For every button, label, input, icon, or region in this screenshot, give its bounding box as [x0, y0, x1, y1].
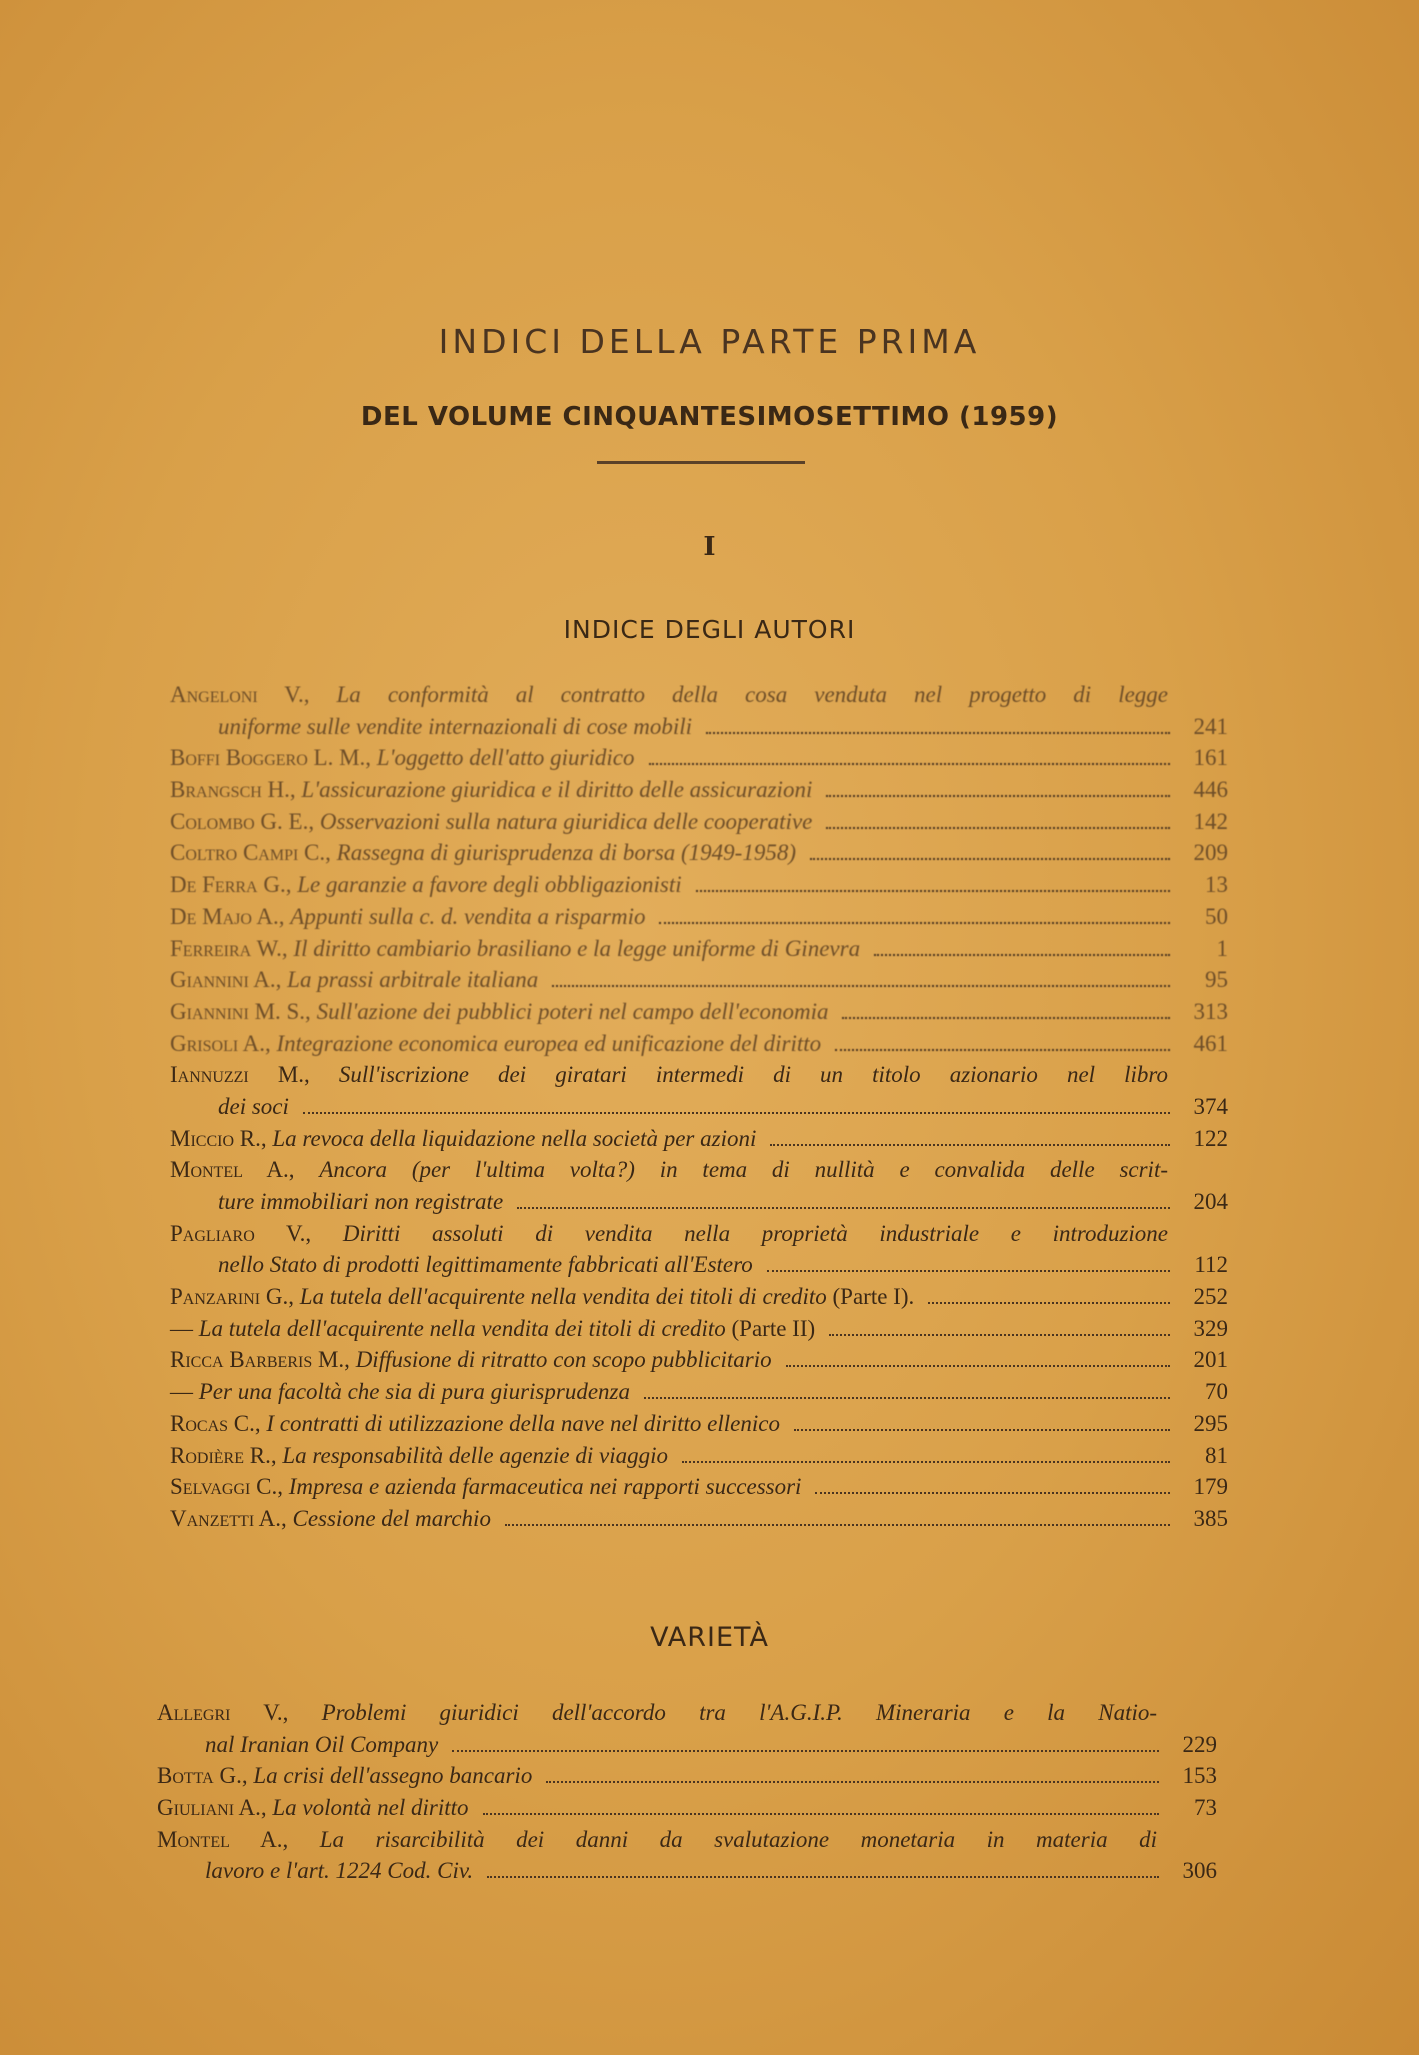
entry-title: La volontà nel diritto	[272, 1795, 469, 1821]
index-entry	[170, 1443, 1228, 1475]
index-entry	[170, 1284, 1228, 1316]
entry-page-number: 70	[1205, 1379, 1228, 1405]
entry-page-number: 295	[1193, 1410, 1228, 1436]
authors-index-list	[170, 682, 1228, 1538]
entry-author: Montel A.,	[157, 1826, 289, 1852]
index-entry	[170, 777, 1228, 809]
dot-leader	[644, 1397, 1170, 1399]
entry-author: Allegri V.,	[157, 1700, 289, 1725]
dot-leader	[815, 1492, 1170, 1494]
entry-line	[157, 1763, 1217, 1795]
entry-page-number: 81	[1205, 1442, 1228, 1468]
authors-index-heading: INDICE DEGLI AUTORI	[563, 615, 856, 644]
entry-title: La conformità al contratto della cosa venduta nel progetto di legge	[336, 682, 1169, 707]
dot-leader	[826, 827, 1170, 829]
entry-title: Sull'iscrizione dei giratari intermedi di un titolo azionario nel libro	[338, 1062, 1169, 1088]
entry-page-number: 153	[1182, 1763, 1217, 1789]
entry-page-number: 1	[1216, 935, 1228, 961]
entry-page-number: 73	[1194, 1795, 1217, 1821]
entry-line	[170, 1221, 1228, 1253]
entry-title: Per una facoltà che sia di pura giurisprudenza	[198, 1379, 630, 1405]
entry-line	[170, 1031, 1228, 1063]
index-entry	[157, 1763, 1217, 1795]
entry-author: Rocas C.,	[170, 1410, 261, 1436]
entry-page-number: 122	[1193, 1125, 1228, 1151]
entry-page-number: 329	[1193, 1315, 1228, 1341]
entry-author: —	[170, 1379, 193, 1405]
entry-author: De Majo A.,	[170, 903, 285, 929]
entry-page-number: 374	[1193, 1093, 1228, 1119]
entry-line	[170, 777, 1228, 809]
entry-title: Ancora (per l'ultima volta?) in tema di nullità e convalida delle scrit-	[319, 1157, 1168, 1183]
entry-line	[157, 1858, 1217, 1890]
entry-line	[170, 809, 1228, 841]
index-entry	[170, 1157, 1228, 1220]
varieta-list	[157, 1700, 1217, 1890]
entry-title-continued: lavoro e l'art. 1224 Cod. Civ.	[205, 1858, 474, 1884]
entry-page-number: 229	[1182, 1731, 1217, 1757]
index-entry	[170, 936, 1228, 968]
index-entry	[170, 1411, 1228, 1443]
index-entry	[170, 1126, 1228, 1158]
index-entry	[170, 1221, 1228, 1284]
entry-line	[170, 1443, 1228, 1475]
dot-leader	[303, 1112, 1170, 1114]
entry-title: Cessione del marchio	[292, 1505, 491, 1531]
dot-leader	[682, 1461, 1170, 1463]
entry-title: La responsabilità delle agenzie di viaggio	[282, 1442, 668, 1468]
index-entry	[170, 904, 1228, 936]
index-entry	[170, 1347, 1228, 1379]
entry-line	[170, 714, 1228, 746]
entry-line	[157, 1827, 1217, 1859]
entry-author: Vanzetti A.,	[170, 1505, 287, 1531]
entry-title: I contratti di utilizzazione della nave nel diritto ellenico	[266, 1410, 780, 1436]
index-entry	[170, 745, 1228, 777]
divider	[597, 461, 805, 464]
entry-title: La prassi arbitrale italiana	[287, 967, 539, 993]
entry-text	[157, 1700, 1217, 1726]
entry-page-number: 385	[1193, 1505, 1228, 1531]
entry-line	[170, 967, 1228, 999]
dot-leader	[928, 1302, 1170, 1304]
entry-line	[170, 1347, 1228, 1379]
entry-line	[170, 1157, 1228, 1189]
entry-line	[170, 1062, 1228, 1094]
entry-line	[157, 1700, 1217, 1732]
entry-author: Panzarini G.,	[170, 1284, 294, 1310]
entry-page-number: 241	[1193, 713, 1228, 739]
entry-text	[170, 682, 1228, 708]
index-entry	[170, 1062, 1228, 1125]
entry-line	[170, 682, 1228, 714]
entry-author: Boffi Boggero L. M.,	[170, 745, 372, 771]
varieta-heading: VARIETÀ	[650, 1622, 769, 1653]
entry-author: Coltro Campi C.,	[170, 840, 331, 866]
entry-author: Brangsch H.,	[170, 777, 296, 803]
index-entry	[170, 1379, 1228, 1411]
entry-line	[170, 999, 1228, 1031]
entry-title-continued: nello Stato di prodotti legittimamente fabbricati all'Estero	[218, 1252, 753, 1278]
dot-leader	[829, 1334, 1170, 1336]
entry-title: Osservazioni sulla natura giuridica delle cooperative	[319, 808, 813, 834]
entry-author: Rodière R.,	[170, 1442, 277, 1468]
entry-line	[170, 1284, 1228, 1316]
entry-line	[170, 840, 1228, 872]
entry-title: La revoca della liquidazione nella società per azioni	[272, 1125, 757, 1151]
entry-author: Angeloni V.,	[170, 682, 310, 707]
entry-title: Le garanzie a favore degli obbligazionisti	[297, 872, 682, 898]
index-entry	[170, 872, 1228, 904]
dot-leader	[552, 985, 1170, 987]
entry-title: L'assicurazione giuridica e il diritto delle assicurazioni	[301, 777, 813, 803]
entry-author: Iannuzzi M.,	[170, 1062, 310, 1088]
index-entry	[157, 1700, 1217, 1763]
entry-title: Problemi giuridici dell'accordo tra l'A.G.I.P. Mineraria e la Natio-	[321, 1700, 1158, 1725]
entry-author: Botta G.,	[157, 1763, 248, 1789]
entry-page-number: 161	[1193, 745, 1228, 771]
dot-leader	[659, 922, 1170, 924]
entry-title: Rassegna di giurisprudenza di borsa (1949-1958)	[336, 840, 797, 866]
entry-line	[170, 1189, 1228, 1221]
entry-text	[170, 1157, 1228, 1183]
entry-author: Ricca Barberis M.,	[170, 1347, 350, 1373]
entry-page-number: 13	[1205, 872, 1228, 898]
entry-text	[157, 1827, 1217, 1853]
entry-title: Appunti sulla c. d. vendita a risparmio	[290, 903, 646, 929]
entry-author: Giuliani A.,	[157, 1795, 267, 1821]
entry-page-number: 252	[1193, 1284, 1228, 1310]
entry-author: Pagliaro V.,	[170, 1220, 312, 1246]
entry-title: Impresa e azienda farmaceutica nei rapporti successori	[288, 1474, 802, 1500]
entry-line	[170, 1126, 1228, 1158]
entry-page-number: 313	[1193, 998, 1228, 1024]
entry-page-number: 179	[1193, 1474, 1228, 1500]
dot-leader	[810, 858, 1170, 860]
entry-page-number: 209	[1193, 840, 1228, 866]
dot-leader	[505, 1524, 1170, 1526]
entry-line	[170, 1506, 1228, 1538]
index-entry	[170, 967, 1228, 999]
entry-page-number: 112	[1194, 1252, 1228, 1278]
entry-title-continued: nal Iranian Oil Company	[205, 1731, 439, 1757]
entry-author: Montel A.,	[170, 1157, 295, 1183]
dot-leader	[696, 890, 1170, 892]
entry-page-number: 446	[1193, 777, 1228, 803]
dot-leader	[826, 795, 1170, 797]
page-subtitle: DEL VOLUME CINQUANTESIMOSETTIMO (1959)	[360, 402, 1059, 432]
entry-page-number: 204	[1193, 1189, 1228, 1214]
entry-line	[170, 872, 1228, 904]
index-entry	[170, 1506, 1228, 1538]
entry-text	[170, 1062, 1228, 1088]
page-title: INDICI DELLA PARTE PRIMA	[438, 322, 981, 361]
entry-line	[170, 904, 1228, 936]
entry-line	[170, 1094, 1228, 1126]
entry-author: Giannini M. S.,	[170, 998, 311, 1024]
entry-author: —	[170, 1315, 193, 1341]
entry-line	[170, 1474, 1228, 1506]
dot-leader	[874, 954, 1170, 956]
entry-author: Colombo G. E.,	[170, 808, 315, 834]
dot-leader	[706, 732, 1170, 734]
entry-suffix: (Parte I).	[832, 1284, 915, 1310]
entry-title-continued: ture immobiliari non registrate	[218, 1189, 504, 1214]
index-entry	[170, 1316, 1228, 1348]
index-entry	[170, 809, 1228, 841]
entry-page-number: 50	[1205, 903, 1228, 929]
dot-leader	[770, 1144, 1170, 1146]
dot-leader	[483, 1813, 1159, 1815]
section-number: I	[703, 532, 716, 562]
entry-line	[170, 1316, 1228, 1348]
entry-title: Diritti assoluti di vendita nella proprietà industriale e introduzione	[342, 1220, 1169, 1246]
dot-leader	[546, 1781, 1159, 1783]
entry-author: Miccio R.,	[170, 1125, 267, 1151]
entry-title: Sull'azione dei pubblici poteri nel campo dell'economia	[316, 998, 829, 1024]
entry-line	[170, 1411, 1228, 1443]
dot-leader	[767, 1270, 1170, 1272]
entry-author: De Ferra G.,	[170, 872, 292, 898]
entry-line	[157, 1795, 1217, 1827]
dot-leader	[452, 1750, 1159, 1752]
entry-title: La risarcibilità dei danni da svalutazione monetaria in materia di	[319, 1826, 1157, 1852]
index-entry	[170, 1031, 1228, 1063]
entry-line	[170, 1379, 1228, 1411]
entry-title: Diffusione di ritratto con scopo pubblicitario	[355, 1347, 772, 1373]
entry-author: Giannini A.,	[170, 967, 282, 993]
dot-leader	[487, 1876, 1159, 1878]
dot-leader	[786, 1365, 1170, 1367]
entry-page-number: 95	[1205, 967, 1228, 993]
dot-leader	[794, 1429, 1170, 1431]
entry-title-continued: dei soci	[218, 1093, 289, 1119]
entry-author: Ferreira W.,	[170, 935, 288, 961]
dot-leader	[842, 1017, 1170, 1019]
dot-leader	[835, 1049, 1170, 1051]
dot-leader	[649, 763, 1171, 765]
index-entry	[157, 1827, 1217, 1890]
index-entry	[170, 682, 1228, 745]
entry-page-number: 201	[1193, 1347, 1228, 1373]
entry-page-number: 461	[1193, 1030, 1228, 1056]
entry-title: La tutela dell'acquirente nella vendita dei titoli di credito	[299, 1284, 827, 1310]
entry-page-number: 142	[1193, 808, 1228, 834]
index-entry	[170, 999, 1228, 1031]
index-entry	[170, 840, 1228, 872]
entry-author: Selvaggi C.,	[170, 1474, 283, 1500]
index-entry	[170, 1474, 1228, 1506]
entry-line	[170, 745, 1228, 777]
entry-text	[170, 1221, 1228, 1247]
entry-title: Il diritto cambiario brasiliano e la legge uniforme di Ginevra	[293, 935, 861, 961]
entry-page-number: 306	[1182, 1858, 1217, 1884]
entry-title: La crisi dell'assegno bancario	[253, 1763, 533, 1789]
entry-line	[157, 1732, 1217, 1764]
entry-suffix: (Parte II)	[731, 1315, 816, 1341]
entry-line	[170, 1252, 1228, 1284]
entry-title: La tutela dell'acquirente nella vendita dei titoli di credito	[198, 1315, 726, 1341]
index-entry	[157, 1795, 1217, 1827]
entry-title-continued: uniforme sulle vendite internazionali di cose mobili	[218, 713, 692, 739]
entry-title: Integrazione economica europea ed unificazione del diritto	[276, 1030, 822, 1056]
dot-leader	[517, 1207, 1170, 1209]
entry-title: L'oggetto dell'atto giuridico	[376, 745, 635, 771]
entry-line	[170, 936, 1228, 968]
entry-author: Grisoli A.,	[170, 1030, 271, 1056]
